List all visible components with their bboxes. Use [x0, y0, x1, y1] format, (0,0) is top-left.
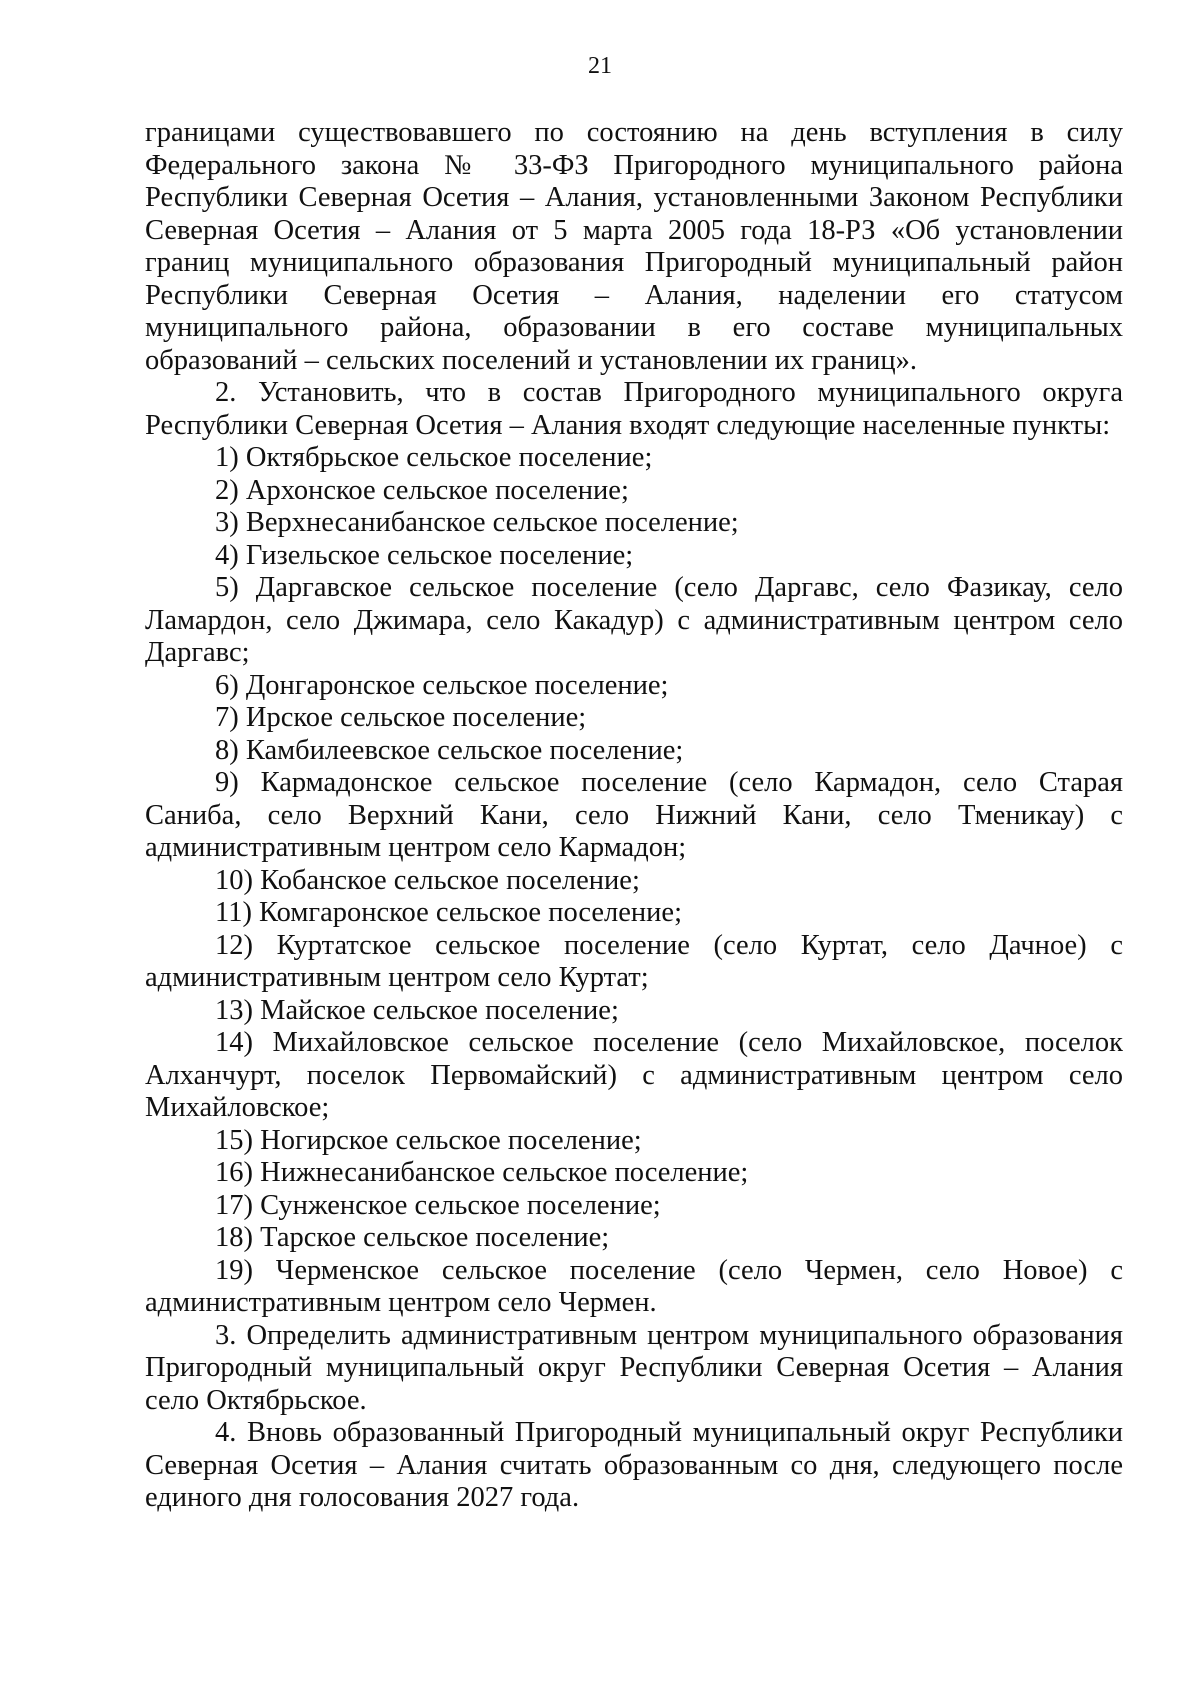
list-item: 10) Кобанское сельское поселение;: [215, 864, 640, 896]
list-item: 18) Тарское сельское поселение;: [215, 1222, 610, 1253]
list-item: 8) Камбилеевское сельское поселение;: [215, 734, 684, 766]
list-item: 16) Нижнесанибанское сельское поселение;: [215, 1157, 749, 1188]
list-item: 5) Даргавское сельское поселение (село Даргавс, село Фазикау, село Ламардон, село Джимара, село Какадур) с административным центром село Даргавс;: [145, 572, 1123, 668]
page-number: 21: [588, 53, 612, 79]
list-item: 3) Верхнесанибанское сельское поселение;: [215, 507, 739, 538]
list-item: 19) Черменское сельское поселение (село Чермен, село Новое) с административным центром село Чермен.: [145, 1254, 1123, 1318]
list-item: 9) Кармадонское сельское поселение (село Кармадон, село Старая Саниба, село Верхний Кани, село Нижний Кани, село Тменикау) с административным центром село Кармадон;: [145, 767, 1123, 863]
list-item: 13) Майское сельское поселение;: [215, 994, 619, 1026]
list-item: 7) Ирское сельское поселение;: [215, 702, 587, 733]
paragraph-clause-3: 3. Определить административным центром муниципального образования Пригородный муниципальный округ Республики Северная Осетия – Алания село Октябрьское.: [145, 1319, 1123, 1416]
paragraph-clause-4: 4. Вновь образованный Пригородный муниципальный округ Республики Северная Осетия – Алания считать образованным со дня, следующего после единого дня голосования 2027 года.: [145, 1417, 1123, 1513]
list-item: 4) Гизельское сельское поселение;: [215, 539, 634, 571]
list-item: 11) Комгаронское сельское поселение;: [215, 897, 682, 928]
list-item: 2) Архонское сельское поселение;: [215, 474, 629, 506]
list-item: 6) Донгаронское сельское поселение;: [215, 669, 669, 701]
list-item: 14) Михайловское сельское поселение (село Михайловское, поселок Алханчурт, поселок Первомайский) с административным центром село Михайловское;: [145, 1027, 1123, 1123]
list-item: 17) Сунженское сельское поселение;: [215, 1189, 661, 1221]
list-item: 1) Октябрьское сельское поселение;: [215, 442, 653, 473]
list-item: 15) Ногирское сельское поселение;: [215, 1124, 642, 1156]
list-item: 12) Куртатское сельское поселение (село Куртат, село Дачное) с административным центром село Куртат;: [145, 929, 1123, 993]
document-body: [145, 117, 1123, 1515]
paragraph-clause-2: 2. Установить, что в состав Пригородного муниципального округа Республики Северная Осетия – Алания входят следующие населенные пункты:: [145, 377, 1123, 441]
paragraph-continuation: границами существовавшего по состоянию на день вступления в силу Федерального закона № 33-ФЗ Пригородного муниципального района Республики Северная Осетия – Алания, установленными Законом Республики Северная Осетия – Алания от 5 марта 2005 года 18-РЗ «Об установлении границ муниципального образования Пригородный муниципальный район Республики Северная Осетия – Алания, наделении его статусом муниципального района, образовании в его составе муниципальных образований – сельских поселений и установлении их границ».: [145, 117, 1123, 376]
